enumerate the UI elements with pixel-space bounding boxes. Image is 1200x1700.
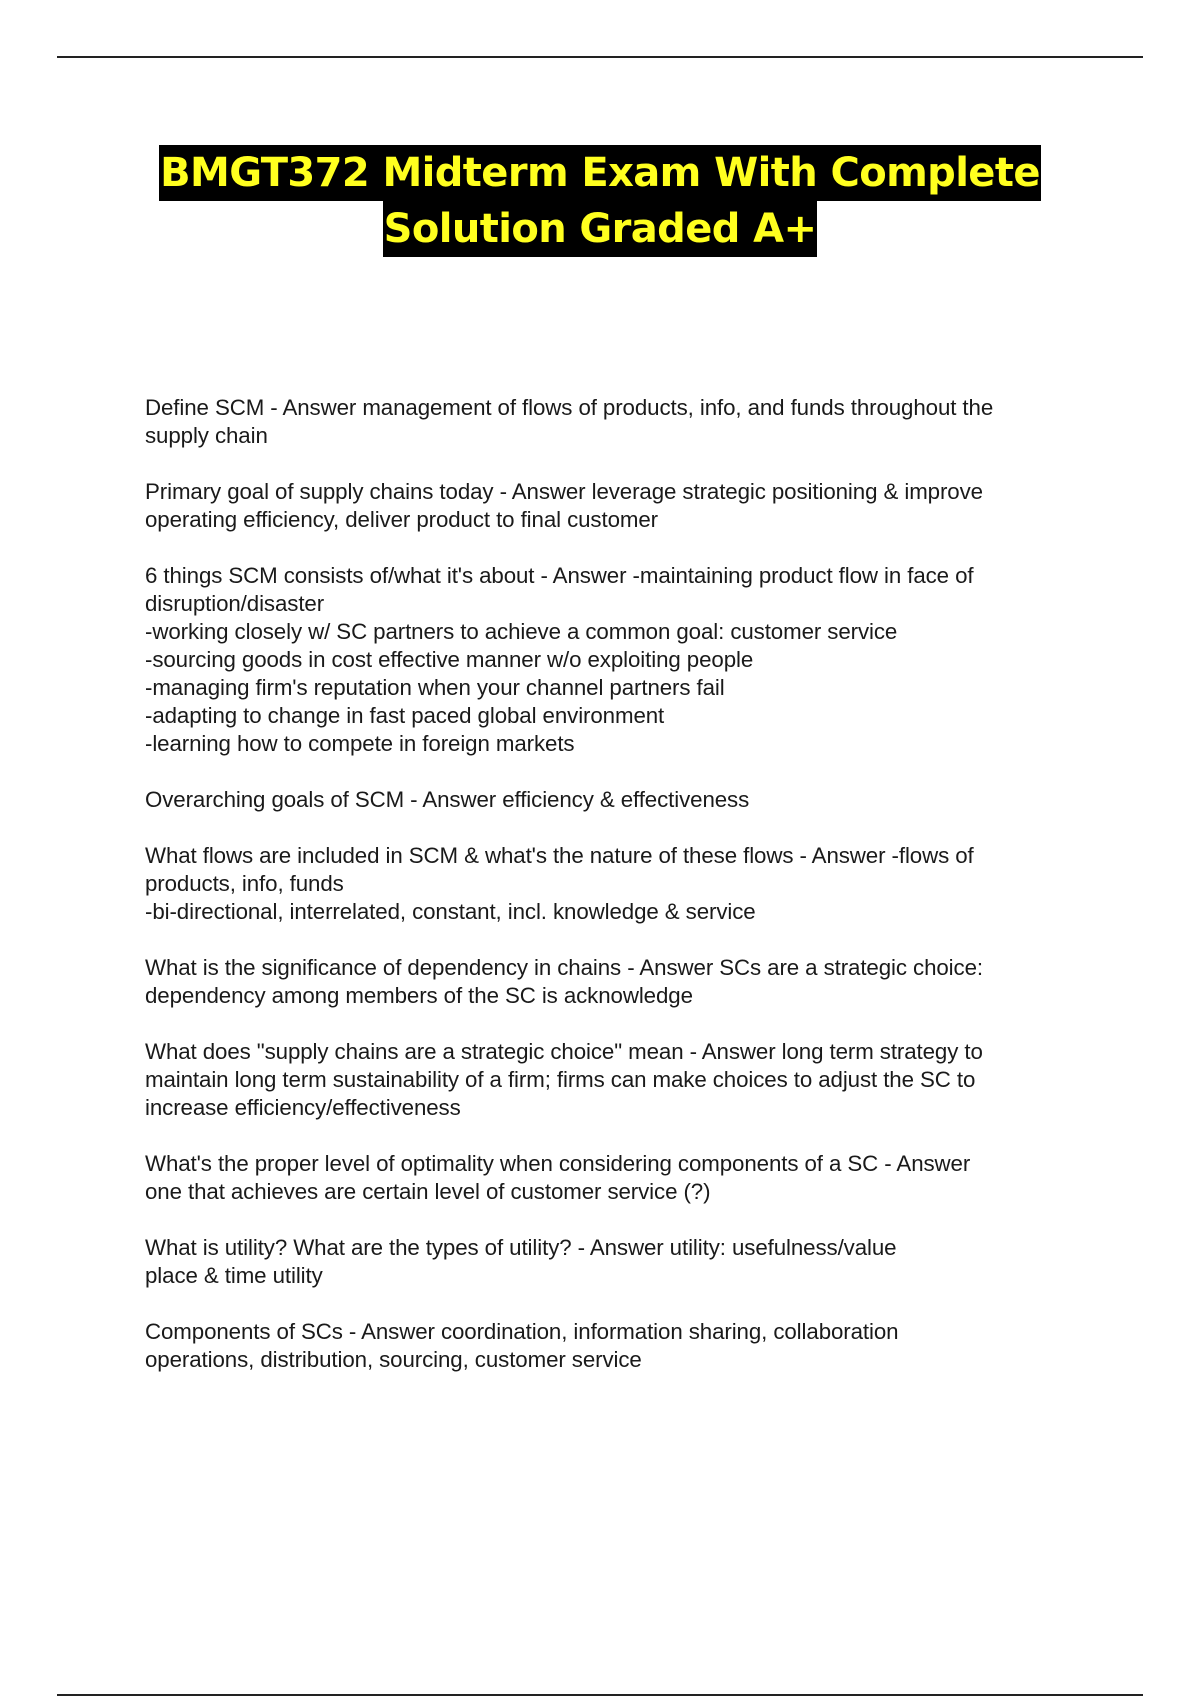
qa-item: [145, 1318, 1085, 1374]
qa-item: [145, 394, 1085, 450]
qa-line: Primary goal of supply chains today - Answer leverage strategic positioning & improve: [145, 479, 983, 504]
qa-line: What does "supply chains are a strategic choice" mean - Answer long term strategy to: [145, 1039, 983, 1064]
qa-line: -learning how to compete in foreign markets: [145, 731, 575, 756]
title-line-2: Solution Graded A+: [383, 201, 818, 257]
qa-line: products, info, funds: [145, 871, 344, 896]
qa-line: one that achieves are certain level of customer service (?): [145, 1179, 711, 1204]
qa-item: [145, 786, 1085, 814]
qa-line: Overarching goals of SCM - Answer efficiency & effectiveness: [145, 787, 750, 812]
qa-line: What is the significance of dependency in chains - Answer SCs are a strategic choice:: [145, 955, 983, 980]
document-title: [0, 145, 1200, 257]
qa-line: Components of SCs - Answer coordination, information sharing, collaboration: [145, 1319, 899, 1344]
qa-line: -bi-directional, interrelated, constant, incl. knowledge & service: [145, 899, 756, 924]
qa-item: [145, 842, 1085, 926]
qa-item: [145, 478, 1085, 534]
qa-item: [145, 1234, 1085, 1290]
qa-line: Define SCM - Answer management of flows of products, info, and funds throughout the: [145, 395, 994, 420]
qa-line: maintain long term sustainability of a firm; firms can make choices to adjust the SC to: [145, 1067, 976, 1092]
header-rule: [57, 56, 1143, 58]
qa-line: -sourcing goods in cost effective manner w/o exploiting people: [145, 647, 754, 672]
qa-line: What flows are included in SCM & what's the nature of these flows - Answer -flows of: [145, 843, 974, 868]
footer-rule: [57, 1694, 1143, 1696]
qa-line: operations, distribution, sourcing, customer service: [145, 1347, 642, 1372]
qa-item: [145, 1038, 1085, 1122]
qa-line: supply chain: [145, 423, 268, 448]
qa-line: What is utility? What are the types of utility? - Answer utility: usefulness/value: [145, 1235, 897, 1260]
qa-line: operating efficiency, deliver product to final customer: [145, 507, 658, 532]
qa-line: -managing firm's reputation when your channel partners fail: [145, 675, 725, 700]
qa-line: place & time utility: [145, 1263, 323, 1288]
qa-line: increase efficiency/effectiveness: [145, 1095, 461, 1120]
title-line-1: BMGT372 Midterm Exam With Complete: [159, 145, 1041, 201]
qa-item: [145, 562, 1085, 758]
qa-item: [145, 954, 1085, 1010]
qa-line: dependency among members of the SC is acknowledge: [145, 983, 693, 1008]
qa-line: disruption/disaster: [145, 591, 325, 616]
qa-line: -adapting to change in fast paced global environment: [145, 703, 665, 728]
qa-item: [145, 1150, 1085, 1206]
qa-line: -working closely w/ SC partners to achieve a common goal: customer service: [145, 619, 898, 644]
qa-line: 6 things SCM consists of/what it's about - Answer -maintaining product flow in face of: [145, 563, 974, 588]
qa-list: [145, 394, 1085, 1402]
qa-line: What's the proper level of optimality when considering components of a SC - Answer: [145, 1151, 971, 1176]
